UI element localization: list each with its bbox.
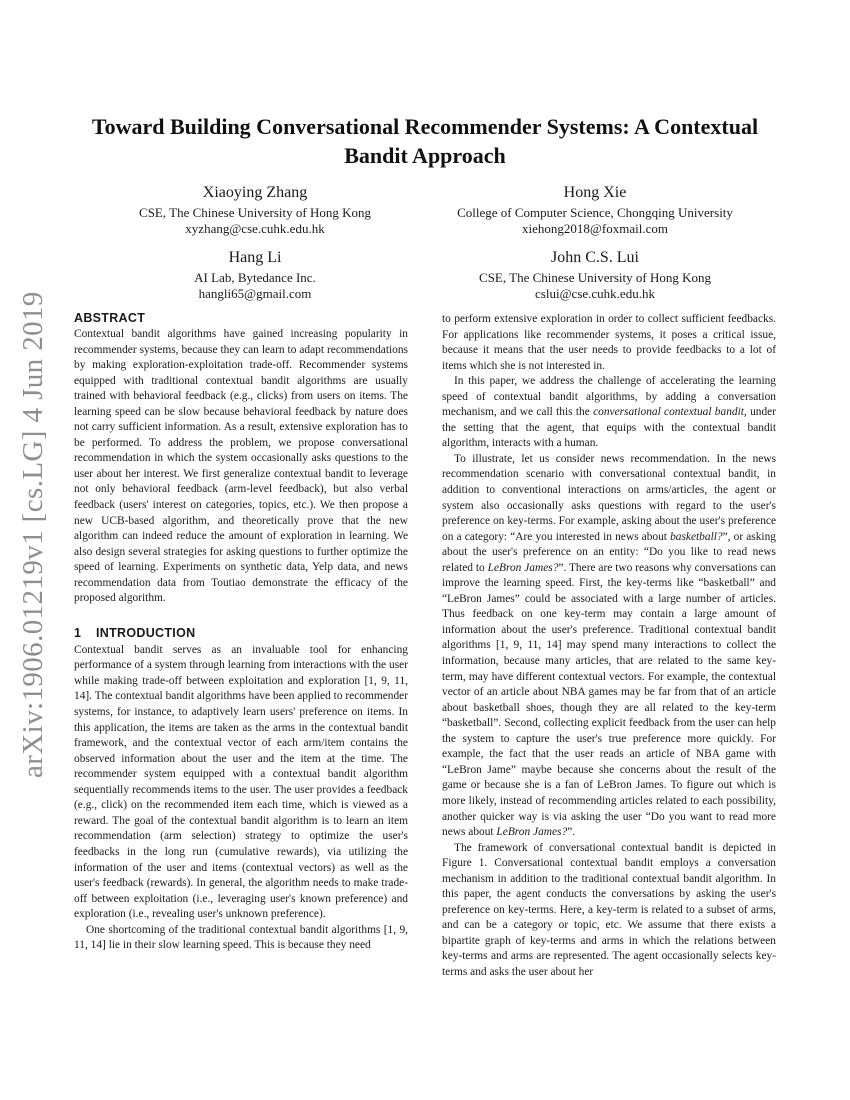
left-column [74,310,408,954]
author-block [435,183,755,237]
text-run: ”. There are two reasons why conversations can improve the learning speed. First, the key-terms like “basketball” and “LeBron James” could be associated with a large number of articles. Thus feedback on one key-term may contain a large amount of information about the user's preference. Traditional contextual bandit algorithms [1, 9, 11, 14] may spend many interactions to collect the information, because many articles, that are related to the same key-term, may have different contextual vectors. For example, the contextual vector of an article about NBA games may be far from that of an article about basketball shoes, though they are all related to the key-term “basketball”. Second, collecting explicit feedback from the user can help the system to capture the user's true preference more quickly. For example, the fact that the user reads an article of NBA game with “LeBron Jame” maybe because she concerns about the result of the game or because she is a fan of LeBron James. To figure out which is more likely, instead of recommending articles related to each possibility, another quicker way is via asking the user “Do you want to read more news about [442,561,776,839]
author-block [95,183,415,237]
author-affiliation: College of Computer Science, Chongqing University [457,205,733,220]
text-run: In this paper, we address the challenge of accelerating the learning speed of contextual bandit algorithms, by adding a conversation mechanism, and we call this the [442,375,776,419]
body-paragraph [442,452,776,841]
abstract-text: Contextual bandit algorithms have gained increasing popularity in recommender systems, because they can learn to adapt recommendations by making exploration-exploitation trade-off. Recommender systems equipped with traditional contextual bandit algorithms are usually trained with behavioral feedback (e.g., clicks) from users on items. The learning speed can be slow because behavioral feedback by nature does not carry sufficient information. As a result, extensive exploration has to be performed. To address the problem, we propose conversational recommendation in which the system occasionally asks questions to the user about her interest. We first generalize contextual bandit to leverage not only behavioral feedback (arm-level feedback), but also verbal feedback (users' interest on categories, topics, etc.). We then propose a new UCB-based algorithm, and theoretically prove that the new algorithm can indeed reduce the amount of exploration in learning. We also design several strategies for asking questions to further optimize the speed of learning. Experiments on synthetic data, Yelp data, and news recommendation data from Toutiao demonstrate the efficacy of the proposed algorithm. [74,328,408,605]
section-title: INTRODUCTION [96,625,196,640]
section-heading-introduction [74,625,408,641]
right-column [442,312,776,981]
author-affiliation: AI Lab, Bytedance Inc. [194,270,316,285]
author-email[interactable]: xyzhang@cse.cuhk.edu.hk [185,221,325,236]
intro-paragraph: One shortcoming of the traditional contextual bandit algorithms [1, 9, 11, 14] lie in their slow learning speed. This is because they need [74,923,408,952]
author-block [435,248,755,302]
author-name: Hong Xie [563,184,627,201]
emphasis-term: basketball? [670,530,723,543]
body-paragraph: to perform extensive exploration in order to collect sufficient feedbacks. For applications like recommender systems, it poses a critical issue, because it means that the user needs to provide feedbacks to a lot of items which she is not interested in. [442,313,776,372]
author-email[interactable]: hangli65@gmail.com [198,286,312,301]
author-affiliation: CSE, The Chinese University of Hong Kong [139,205,371,220]
emphasis-term: LeBron James? [487,561,559,574]
author-name: John C.S. Lui [550,249,639,266]
author-block [95,248,415,302]
text-run: To illustrate, let us consider news recommendation. In the news recommendation scenario with conversational contextual bandit, in addition to conventional interactions on arms/articles, the agent or system also occasionally asks questions with regard to the user's preference on key-terms. For example, asking about the user's preference on a category: “Are you interested in news about [442,452,776,543]
text-run: ”, or asking about the user's preference on an entity: “Do you like to read news related to [442,530,776,574]
author-affiliation: CSE, The Chinese University of Hong Kong [479,270,711,285]
text-run: , under the setting that the agent, that equips with the contextual bandit algorithm, interacts with a human. [442,406,777,450]
emphasis-term: LeBron James? [496,826,568,839]
arxiv-identifier[interactable]: arXiv:1906.01219v1 [cs.LG] 4 Jun 2019 [17,291,49,778]
author-email[interactable]: cslui@cse.cuhk.edu.hk [535,286,655,301]
abstract-heading: ABSTRACT [74,311,146,325]
section-number: 1 [74,625,82,640]
body-paragraph: The framework of conversational contextual bandit is depicted in Figure 1. Conversational contextual bandit employs a conversation mechanism in addition to the traditional contextual bandit algorithm. In this paper, the agent conducts the conversations by asking the user's preference on key-terms. Here, a key-term is related to a subset of arms, and can be a category or topic, etc. We assume that there exists a bipartite graph of key-terms and arms in which the relations between key-terms and arms are represented. The agent occasionally selects key-terms and asks the user about her [442,841,776,978]
paper-title: Toward Building Conversational Recommender Systems: A Contextual Bandit Approach [91,114,759,168]
intro-paragraph: Contextual bandit serves as an invaluable tool for enhancing performance of a system through learning from interactions with the user while making trade-off between exploitation and exploration [1, 9, 11, 14]. The contextual bandit algorithms have been applied to recommender systems, for instance, to adaptively learn users' preference on items. In this application, the items are taken as the arms in the contextual bandit framework, and the contextual vector of each arm/item contains the observed information about the user and the item at the time. The recommender system equipped with a contextual bandit algorithm sequentially recommends items to the user. The user provides a feedback (e.g., click) on the recommended item each time, which is viewed as a reward. The goal of the contextual bandit algorithm is to learn an item recommendation (arm selection) strategy to optimize the user's feedbacks in the long run (cumulative rewards), via utilizing the information of the user and items (contextual vectors) as well as the user's feedback (rewards). In general, the algorithm needs to make trade-off between exploitation (i.e., leveraging user's known preference) and exploration (i.e., revealing user's unknown preference). [74,643,408,921]
author-name: Hang Li [228,249,282,266]
body-paragraph [442,374,776,452]
emphasis-term: conversational contextual bandit [593,406,744,419]
text-run: ”. [567,826,576,839]
author-email[interactable]: xiehong2018@foxmail.com [522,221,668,236]
author-name: Xiaoying Zhang [202,184,308,201]
